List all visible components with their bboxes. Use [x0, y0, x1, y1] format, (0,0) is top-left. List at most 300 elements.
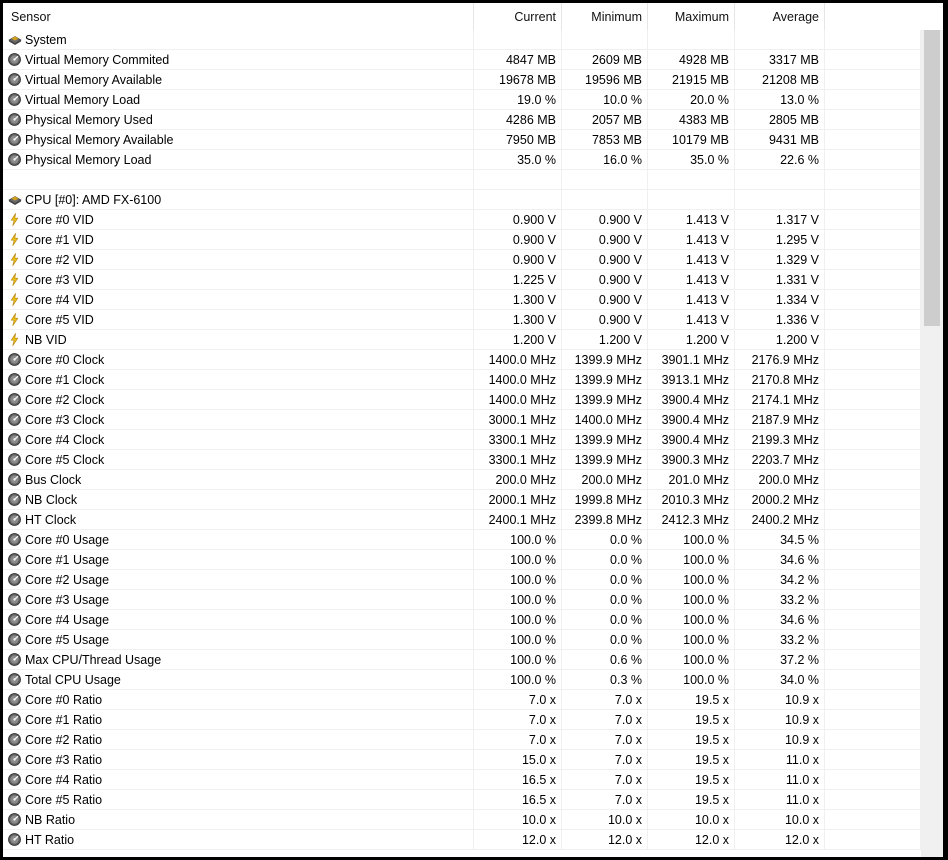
maximum-value: [648, 590, 735, 610]
sensor-label: Core #5 Usage: [25, 633, 110, 647]
row-filler: [825, 650, 921, 670]
current-text: 0.900 V: [512, 253, 556, 267]
sensor-row[interactable]: [3, 90, 921, 110]
minimum-value: [562, 350, 648, 370]
maximum-text: 19.5 x: [694, 713, 729, 727]
sensor-row[interactable]: [3, 410, 921, 430]
average-text: 12.0 x: [784, 833, 819, 847]
current-value: [474, 30, 562, 50]
minimum-value: [562, 230, 648, 250]
sensor-name-cell: [3, 370, 474, 390]
row-filler: [825, 810, 921, 830]
minimum-value: [562, 710, 648, 730]
sensor-row[interactable]: [3, 430, 921, 450]
average-text: 37.2 %: [780, 653, 819, 667]
current-text: 7.0 x: [528, 713, 556, 727]
voltage-icon: [8, 312, 21, 325]
current-value: [474, 530, 562, 550]
maximum-value: [648, 450, 735, 470]
average-text: 34.6 %: [780, 553, 819, 567]
sensor-row[interactable]: [3, 150, 921, 170]
sensor-row[interactable]: [3, 510, 921, 530]
minimum-text: 16.0 %: [603, 153, 642, 167]
sensor-row[interactable]: [3, 570, 921, 590]
maximum-text: 1.413 V: [685, 313, 729, 327]
sensor-label: NB VID: [25, 333, 67, 347]
average-text: 33.2 %: [780, 633, 819, 647]
current-value: [474, 830, 562, 850]
average-text: 10.9 x: [784, 713, 819, 727]
minimum-text: 7.0 x: [614, 713, 642, 727]
maximum-value: [648, 730, 735, 750]
maximum-value: [648, 470, 735, 490]
sensor-row[interactable]: [3, 270, 921, 290]
sensor-name-cell: [3, 610, 474, 630]
sensor-name-cell: [3, 250, 474, 270]
maximum-text: 4383 MB: [678, 113, 729, 127]
row-filler: [825, 350, 921, 370]
sensor-row[interactable]: [3, 810, 921, 830]
maximum-value: [648, 490, 735, 510]
maximum-value: [648, 150, 735, 170]
average-value: [735, 410, 825, 430]
sensor-label: CPU [#0]: AMD FX-6100: [25, 193, 162, 207]
minimum-text: 1400.0 MHz: [574, 413, 642, 427]
sensor-label: Core #4 VID: [25, 293, 94, 307]
sensor-label: Bus Clock: [25, 473, 82, 487]
row-filler: [825, 570, 921, 590]
average-text: 11.0 x: [785, 753, 819, 767]
current-value: [474, 130, 562, 150]
row-filler: [825, 730, 921, 750]
minimum-value: [562, 30, 648, 50]
current-value: [474, 50, 562, 70]
sensor-row[interactable]: [3, 630, 921, 650]
gauge-icon: [8, 512, 21, 525]
sensor-row[interactable]: [3, 330, 921, 350]
current-text: 19.0 %: [517, 93, 556, 107]
gauge-icon: [8, 392, 21, 405]
average-value: [735, 630, 825, 650]
current-text: 16.5 x: [521, 793, 556, 807]
sensor-row[interactable]: [3, 250, 921, 270]
sensor-row[interactable]: [3, 490, 921, 510]
maximum-value: [648, 250, 735, 270]
average-value: [735, 650, 825, 670]
row-filler: [825, 250, 921, 270]
gauge-icon: [8, 452, 21, 465]
sensor-name-cell: [3, 350, 474, 370]
maximum-value: [648, 270, 735, 290]
row-filler: [825, 490, 921, 510]
minimum-text: 7.0 x: [614, 733, 642, 747]
minimum-value: [562, 290, 648, 310]
sensor-label: Core #0 Usage: [25, 533, 110, 547]
sensor-name-cell: [3, 710, 474, 730]
sensor-name-cell: [3, 190, 474, 210]
minimum-text: 12.0 x: [607, 833, 642, 847]
minimum-value: [562, 790, 648, 810]
sensor-label: System: [25, 33, 67, 47]
minimum-value: [562, 90, 648, 110]
row-filler: [825, 450, 921, 470]
current-text: 35.0 %: [517, 153, 556, 167]
sensor-name-cell: [3, 550, 474, 570]
minimum-value: [562, 490, 648, 510]
row-filler: [825, 110, 921, 130]
sensor-label: Core #1 Usage: [25, 553, 110, 567]
maximum-text: 1.413 V: [685, 233, 729, 247]
sensor-name-cell: [3, 150, 474, 170]
row-filler: [825, 150, 921, 170]
sensor-name-cell: [3, 170, 474, 190]
average-text: 22.6 %: [780, 153, 819, 167]
header-minimum[interactable]: Minimum: [562, 3, 648, 30]
maximum-text: 100.0 %: [683, 593, 729, 607]
sensor-row[interactable]: [3, 130, 921, 150]
sensor-label: Core #4 Ratio: [25, 773, 103, 787]
row-filler: [825, 50, 921, 70]
maximum-text: 19.5 x: [694, 753, 729, 767]
minimum-text: 0.3 %: [610, 673, 642, 687]
current-text: 3300.1 MHz: [488, 433, 556, 447]
average-value: [735, 590, 825, 610]
sensor-window: [3, 3, 943, 857]
average-value: [735, 510, 825, 530]
sensor-row[interactable]: [3, 750, 921, 770]
current-value: [474, 510, 562, 530]
average-value: [735, 810, 825, 830]
minimum-text: 7853 MB: [591, 133, 642, 147]
sensor-label: HT Ratio: [25, 833, 75, 847]
maximum-value: [648, 650, 735, 670]
sensor-row[interactable]: [3, 530, 921, 550]
scrollbar-thumb[interactable]: [924, 30, 940, 326]
current-text: 12.0 x: [521, 833, 556, 847]
gauge-icon: [8, 752, 21, 765]
current-value: [474, 190, 562, 210]
sensor-row[interactable]: [3, 690, 921, 710]
minimum-value: [562, 370, 648, 390]
average-text: 10.0 x: [784, 813, 819, 827]
sensor-row[interactable]: [3, 610, 921, 630]
sensor-row[interactable]: [3, 210, 921, 230]
minimum-value: [562, 510, 648, 530]
minimum-value: [562, 770, 648, 790]
sensor-row[interactable]: [3, 290, 921, 310]
average-text: 2176.9 MHz: [751, 353, 819, 367]
sensor-label: Core #3 VID: [25, 273, 94, 287]
average-text: 34.6 %: [780, 613, 819, 627]
minimum-text: 0.900 V: [598, 213, 642, 227]
sensor-label: Core #2 Usage: [25, 573, 110, 587]
sensor-label: Core #4 Usage: [25, 613, 110, 627]
gauge-icon: [8, 132, 21, 145]
sensor-name-cell: [3, 510, 474, 530]
header-filler: [825, 3, 921, 30]
minimum-value: [562, 450, 648, 470]
average-value: [735, 330, 825, 350]
current-value: [474, 810, 562, 830]
current-value: [474, 590, 562, 610]
gauge-icon: [8, 672, 21, 685]
sensor-row[interactable]: [3, 310, 921, 330]
header-average[interactable]: Average: [735, 3, 825, 30]
row-filler: [825, 550, 921, 570]
maximum-text: 35.0 %: [690, 153, 729, 167]
maximum-value: [648, 370, 735, 390]
minimum-text: 7.0 x: [614, 693, 642, 707]
average-text: 200.0 MHz: [758, 473, 819, 487]
average-value: [735, 450, 825, 470]
maximum-text: 100.0 %: [683, 553, 729, 567]
current-value: [474, 370, 562, 390]
average-value: [735, 50, 825, 70]
header-sensor[interactable]: Sensor: [3, 3, 474, 30]
sensor-label: Physical Memory Used: [25, 113, 153, 127]
minimum-value: [562, 470, 648, 490]
average-value: [735, 350, 825, 370]
minimum-value: [562, 610, 648, 630]
maximum-value: [648, 50, 735, 70]
current-value: [474, 230, 562, 250]
minimum-value: [562, 570, 648, 590]
header-maximum[interactable]: Maximum: [648, 3, 735, 30]
gauge-icon: [8, 712, 21, 725]
maximum-value: [648, 830, 735, 850]
sensor-name-cell: [3, 290, 474, 310]
maximum-value: [648, 190, 735, 210]
header-current[interactable]: Current: [474, 3, 562, 30]
minimum-text: 0.6 %: [610, 653, 642, 667]
sensor-row[interactable]: [3, 770, 921, 790]
maximum-text: 201.0 MHz: [668, 473, 729, 487]
sensor-label: Core #0 VID: [25, 213, 94, 227]
maximum-value: [648, 310, 735, 330]
average-value: [735, 230, 825, 250]
maximum-text: 4928 MB: [678, 53, 729, 67]
maximum-text: 19.5 x: [694, 793, 729, 807]
sensor-row[interactable]: [3, 590, 921, 610]
average-value: [735, 90, 825, 110]
average-text: 34.2 %: [780, 573, 819, 587]
sensor-label: HT Clock: [25, 513, 77, 527]
minimum-text: 1399.9 MHz: [574, 433, 642, 447]
maximum-text: 1.200 V: [685, 333, 729, 347]
current-value: [474, 110, 562, 130]
vertical-scrollbar[interactable]: [921, 30, 943, 857]
sensor-row[interactable]: [3, 710, 921, 730]
sensor-row[interactable]: [3, 390, 921, 410]
current-text: 0.900 V: [512, 233, 556, 247]
sensor-label: Core #1 VID: [25, 233, 94, 247]
sensor-name-cell: [3, 730, 474, 750]
current-value: [474, 90, 562, 110]
minimum-text: 0.900 V: [598, 253, 642, 267]
sensor-row[interactable]: [3, 350, 921, 370]
sensor-name-cell: [3, 750, 474, 770]
row-filler: [825, 30, 921, 50]
current-text: 7950 MB: [505, 133, 556, 147]
gauge-icon: [8, 652, 21, 665]
sensor-row[interactable]: [3, 50, 921, 70]
current-value: [474, 350, 562, 370]
sensor-row[interactable]: [3, 550, 921, 570]
average-value: [735, 550, 825, 570]
current-value: [474, 650, 562, 670]
maximum-text: 3900.4 MHz: [661, 393, 729, 407]
minimum-text: 19596 MB: [585, 73, 642, 87]
sensor-name-cell: [3, 530, 474, 550]
sensor-row[interactable]: [3, 450, 921, 470]
row-filler: [825, 390, 921, 410]
row-filler: [825, 330, 921, 350]
gauge-icon: [8, 152, 21, 165]
current-text: 100.0 %: [510, 593, 556, 607]
current-text: 10.0 x: [521, 813, 556, 827]
maximum-value: [648, 90, 735, 110]
current-text: 1.300 V: [512, 313, 556, 327]
minimum-value: [562, 550, 648, 570]
average-text: 34.0 %: [780, 673, 819, 687]
row-filler: [825, 430, 921, 450]
minimum-value: [562, 730, 648, 750]
maximum-text: 19.5 x: [694, 773, 729, 787]
sensor-label: Core #3 Clock: [25, 413, 105, 427]
sensor-row[interactable]: [3, 470, 921, 490]
current-value: [474, 670, 562, 690]
average-text: 2000.2 MHz: [751, 493, 819, 507]
average-text: 2199.3 MHz: [751, 433, 819, 447]
sensor-name-cell: [3, 130, 474, 150]
average-value: [735, 750, 825, 770]
row-filler: [825, 130, 921, 150]
maximum-text: 100.0 %: [683, 653, 729, 667]
sensor-name-cell: [3, 270, 474, 290]
average-text: 1.334 V: [775, 293, 819, 307]
maximum-value: [648, 290, 735, 310]
row-filler: [825, 70, 921, 90]
row-filler: [825, 670, 921, 690]
sensor-name-cell: [3, 450, 474, 470]
sensor-row[interactable]: [3, 70, 921, 90]
sensor-name-cell: [3, 770, 474, 790]
maximum-value: [648, 70, 735, 90]
row-filler: [825, 750, 921, 770]
maximum-text: 21915 MB: [672, 73, 729, 87]
sensor-row[interactable]: [3, 790, 921, 810]
sensor-row[interactable]: [3, 230, 921, 250]
row-filler: [825, 370, 921, 390]
current-text: 100.0 %: [510, 533, 556, 547]
average-value: [735, 30, 825, 50]
gauge-icon: [8, 632, 21, 645]
average-value: [735, 530, 825, 550]
maximum-text: 3913.1 MHz: [661, 373, 729, 387]
row-filler: [825, 790, 921, 810]
current-text: 4847 MB: [505, 53, 556, 67]
gauge-icon: [8, 432, 21, 445]
current-value: [474, 770, 562, 790]
sensor-name-cell: [3, 430, 474, 450]
group-row[interactable]: [3, 190, 921, 210]
current-text: 19678 MB: [499, 73, 556, 87]
sensor-row[interactable]: [3, 730, 921, 750]
minimum-value: [562, 50, 648, 70]
row-filler: [825, 170, 921, 190]
sensor-label: Core #1 Ratio: [25, 713, 103, 727]
voltage-icon: [8, 232, 21, 245]
row-filler: [825, 410, 921, 430]
current-text: 100.0 %: [510, 573, 556, 587]
average-text: 11.0 x: [785, 793, 819, 807]
maximum-text: 2010.3 MHz: [661, 493, 729, 507]
average-value: [735, 250, 825, 270]
sensor-row[interactable]: [3, 370, 921, 390]
current-text: 1400.0 MHz: [488, 373, 556, 387]
maximum-value: [648, 750, 735, 770]
gauge-icon: [8, 492, 21, 505]
gauge-icon: [8, 412, 21, 425]
current-value: [474, 570, 562, 590]
maximum-value: [648, 690, 735, 710]
gauge-icon: [8, 772, 21, 785]
sensor-row[interactable]: [3, 650, 921, 670]
sensor-label: Core #3 Ratio: [25, 753, 103, 767]
maximum-text: 100.0 %: [683, 613, 729, 627]
current-text: 7.0 x: [528, 693, 556, 707]
minimum-value: [562, 330, 648, 350]
minimum-text: 0.900 V: [598, 293, 642, 307]
current-text: 100.0 %: [510, 673, 556, 687]
average-text: 1.295 V: [775, 233, 819, 247]
minimum-value: [562, 70, 648, 90]
current-value: [474, 270, 562, 290]
current-text: 100.0 %: [510, 613, 556, 627]
current-text: 1400.0 MHz: [488, 393, 556, 407]
minimum-text: 1.200 V: [598, 333, 642, 347]
sensor-list: [3, 30, 921, 850]
gauge-icon: [8, 792, 21, 805]
sensor-name-cell: [3, 30, 474, 50]
gauge-icon: [8, 372, 21, 385]
sensor-row[interactable]: [3, 110, 921, 130]
maximum-value: [648, 670, 735, 690]
maximum-text: 100.0 %: [683, 573, 729, 587]
sensor-label: Core #1 Clock: [25, 373, 105, 387]
sensor-row[interactable]: [3, 830, 921, 850]
maximum-text: 10179 MB: [672, 133, 729, 147]
minimum-value: [562, 690, 648, 710]
maximum-value: [648, 630, 735, 650]
maximum-text: 19.5 x: [694, 733, 729, 747]
maximum-value: [648, 170, 735, 190]
maximum-text: 1.413 V: [685, 253, 729, 267]
sensor-name-cell: [3, 490, 474, 510]
minimum-value: [562, 130, 648, 150]
row-filler: [825, 310, 921, 330]
sensor-row[interactable]: [3, 670, 921, 690]
average-value: [735, 430, 825, 450]
sensor-label: Physical Memory Load: [25, 153, 152, 167]
voltage-icon: [8, 272, 21, 285]
maximum-value: [648, 790, 735, 810]
current-value: [474, 470, 562, 490]
sensor-label: NB Ratio: [25, 813, 76, 827]
group-row[interactable]: [3, 30, 921, 50]
maximum-value: [648, 510, 735, 530]
average-value: [735, 490, 825, 510]
